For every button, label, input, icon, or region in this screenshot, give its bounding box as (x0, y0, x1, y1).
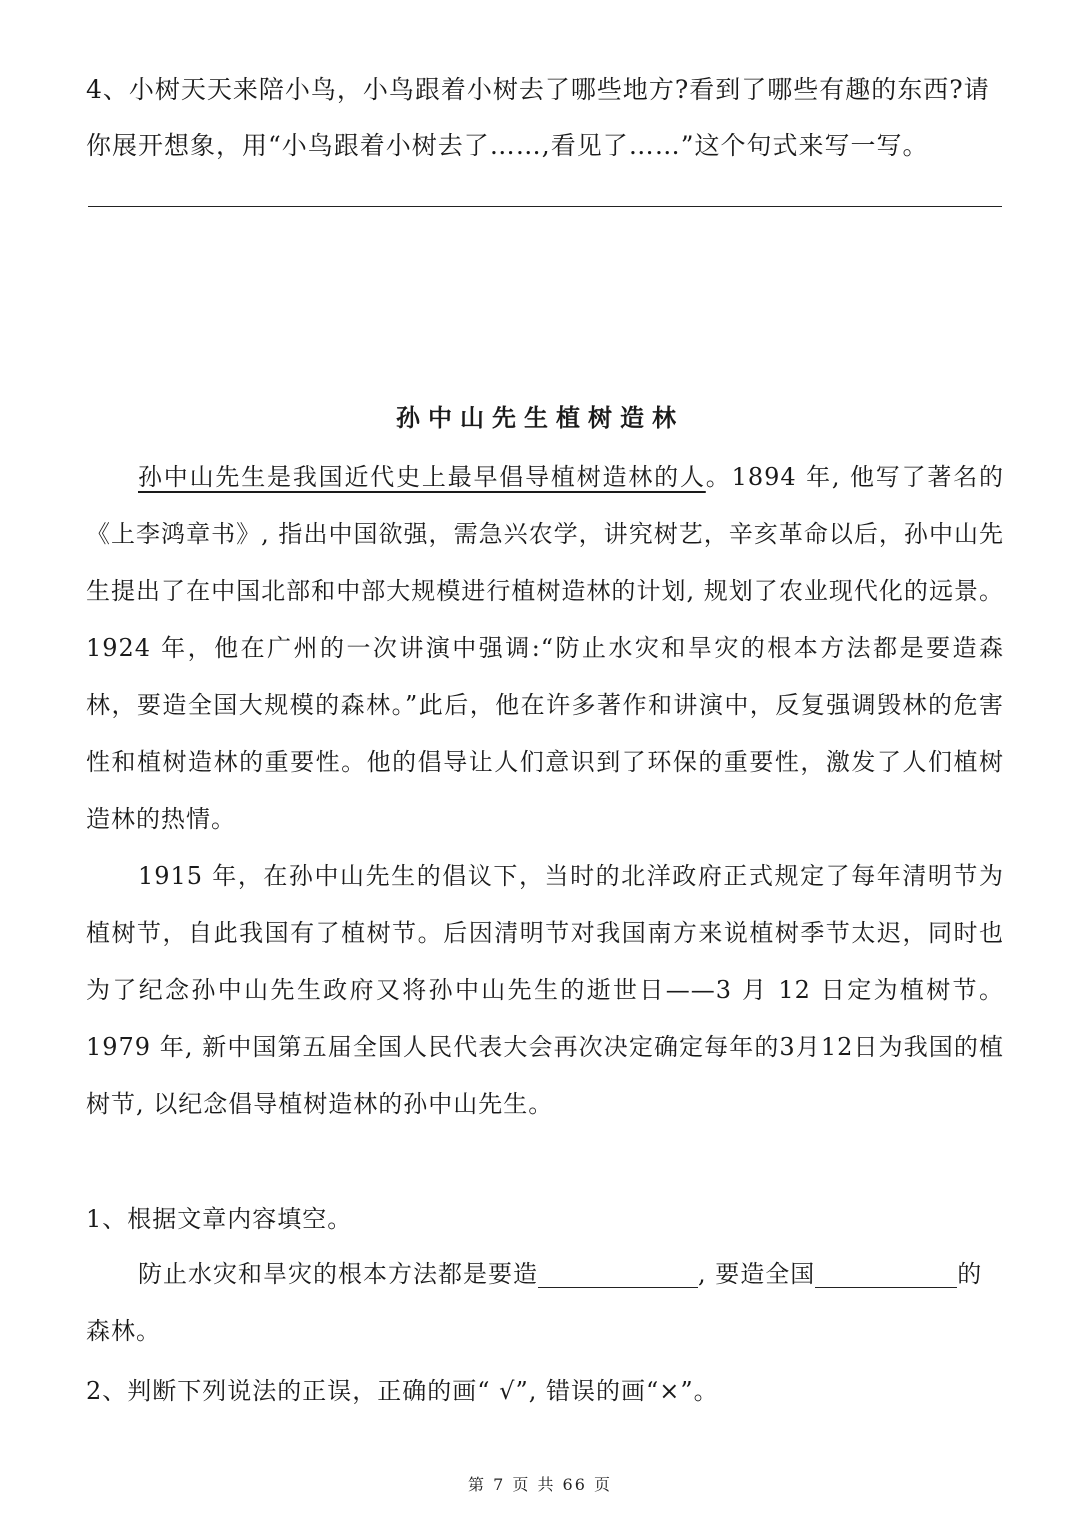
article-title: 孙中山先生植树造林 (396, 404, 684, 432)
underlined-sentence: 孙中山先生是我国近代史上最早倡导植树造林的人 (138, 463, 706, 491)
answer-line (88, 206, 1002, 207)
question-4: 4、小树天天来陪小鸟，小鸟跟着小树去了哪些地方?看到了哪些有趣的东西?请你展开想象，用“小鸟跟着小树去了……,看见了……”这个句式来写一写。 (86, 75, 990, 160)
article-paragraph-1 (86, 449, 1004, 848)
question-1-fill-in (86, 1246, 1004, 1360)
fill-blank-2[interactable] (815, 1257, 957, 1288)
fill-text-1: 防止水灾和旱灾的根本方法都是要造 (138, 1260, 538, 1288)
question-1-heading: 1、根据文章内容填空。 (86, 1205, 353, 1233)
fill-text-2: , 要造全国 (698, 1260, 816, 1288)
paragraph-1-rest: 。1894 年, 他写了著名的《上李鸿章书》, 指出中国欲强，需急兴农学，讲究树艺，辛亥革命以后，孙中山先生提出了在中国北部和中部大规模进行植树造林的计划, 规划了农业现代化的远景。1924 年，他在广州的一次讲演中强调:“防止水灾和旱灾的根本方法都是要造森林，要造全国大规模的森林。”此后，他在许多著作和讲演中，反复强调毁林的危害性和植树造林的重要性。他的倡导让人们意识到了环保的重要性，激发了人们植树造林的热情。 (86, 463, 1004, 833)
fill-text-3: 的森林。 (86, 1260, 983, 1345)
article-paragraph-2: 1915 年，在孙中山先生的倡议下，当时的北洋政府正式规定了每年清明节为植树节，自此我国有了植树节。后因清明节对我国南方来说植树季节太迟，同时也为了纪念孙中山先生政府又将孙中山先生的逝世日——3 月 12 日定为植树节。1979 年, 新中国第五届全国人民代表大会再次决定确定每年的3月12日为我国的植树节, 以纪念倡导植树造林的孙中山先生。 (86, 862, 1004, 1118)
page-footer: 第 7 页 共 66 页 (468, 1475, 612, 1494)
fill-blank-1[interactable] (538, 1257, 698, 1288)
question-2-heading: 2、判断下列说法的正误，正确的画“ √”, 错误的画“×”。 (86, 1377, 719, 1405)
